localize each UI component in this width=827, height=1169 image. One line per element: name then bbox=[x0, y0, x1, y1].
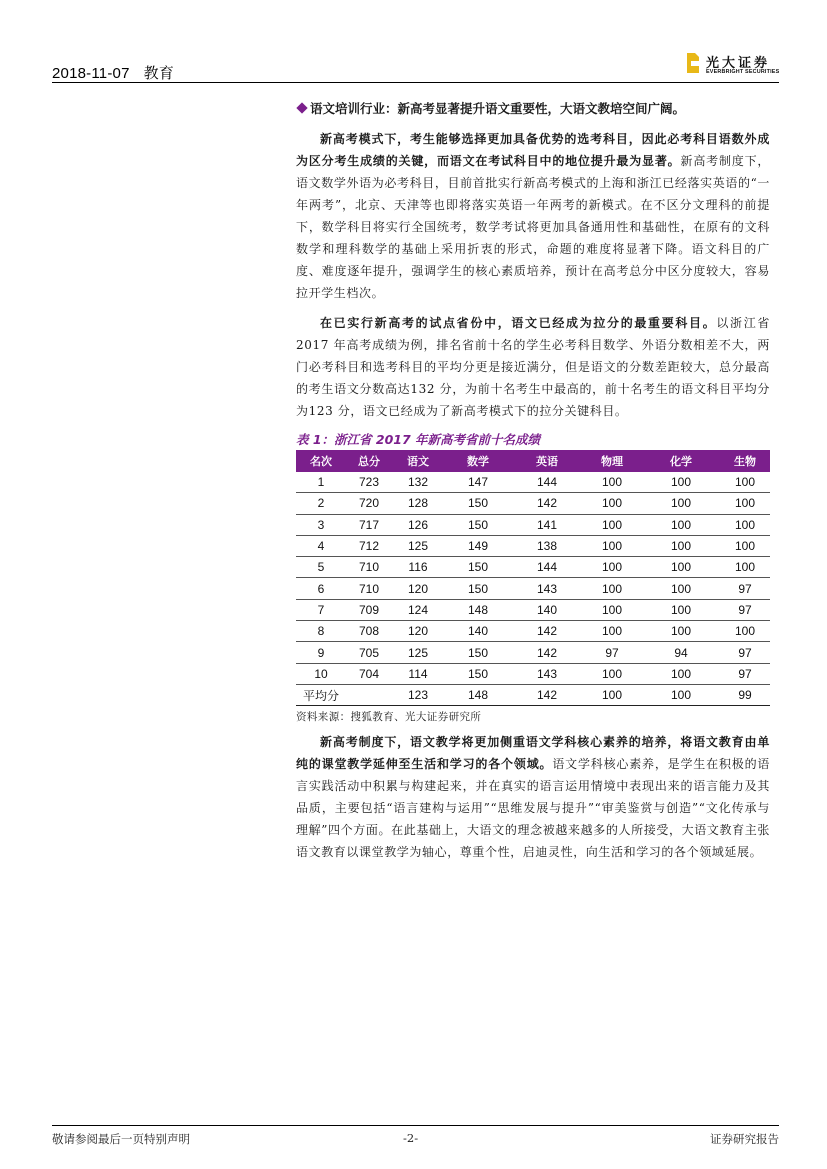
table-header-cell: 数学 bbox=[444, 450, 512, 472]
table-source: 资料来源：搜狐教育、光大证券研究所 bbox=[296, 711, 482, 724]
table-cell: 148 bbox=[444, 684, 512, 705]
table-cell: 平均分 bbox=[296, 684, 346, 705]
logo-en-text: EVERBRIGHT SECURITIES bbox=[706, 69, 780, 75]
table-header-cell: 总分 bbox=[346, 450, 392, 472]
paragraph-3 bbox=[296, 731, 770, 863]
section-heading bbox=[296, 98, 770, 120]
table-cell: 100 bbox=[582, 557, 642, 578]
paragraph-3-text: 语文学科核心素养，是学生在积极的语言实践活动中积累与构建起来，并在真实的语言运用情境中表现出来的语言能力及其品质，主要包括“语言建构与运用”“思维发展与提升”“审美鉴赏与创造”“文化传承与理解”四个方面。在此基础上，大语文的理念被越来越多的人所接受，大语文教育主张语文教育以课堂教学为轴心，尊重个性，启迪灵性，向生活和学习的各个领域延展。 bbox=[296, 757, 770, 860]
table-cell: 100 bbox=[642, 514, 720, 535]
table-cell: 141 bbox=[512, 514, 582, 535]
table-cell: 100 bbox=[582, 535, 642, 556]
paragraph-1-text: 新高考制度下，语文数学外语为必考科目，目前首批实行新高考模式的上海和浙江已经落实英语的“一年两考”，北京、天津等也即将落实英语一年两考的新模式。在不区分文理科的前提下，数学科目将实行全国统考，数学考试将更加具备通用性和基础性，在原有的文科数学和理科数学的基础上采用折衷的形式，命题的难度将显著下降。语文科目的广度、难度逐年提升，强调学生的核心素质培养，预计在高考总分中区分度较大，容易拉开学生档次。 bbox=[296, 154, 770, 300]
table-cell: 712 bbox=[346, 535, 392, 556]
table-cell: 100 bbox=[582, 493, 642, 514]
table-cell: 148 bbox=[444, 599, 512, 620]
table-cell: 126 bbox=[392, 514, 444, 535]
table-cell: 142 bbox=[512, 684, 582, 705]
table-cell: 100 bbox=[720, 557, 770, 578]
table-cell: 8 bbox=[296, 621, 346, 642]
table-cell: 140 bbox=[444, 621, 512, 642]
table-cell: 100 bbox=[642, 599, 720, 620]
table-cell: 114 bbox=[392, 663, 444, 684]
table-cell bbox=[346, 684, 392, 705]
table-cell: 116 bbox=[392, 557, 444, 578]
table-header-cell: 生物 bbox=[720, 450, 770, 472]
table-row bbox=[296, 621, 770, 642]
table-cell: 705 bbox=[346, 642, 392, 663]
table-cell: 6 bbox=[296, 578, 346, 599]
logo-cn-text: 光大证券 bbox=[706, 56, 771, 71]
table-cell: 710 bbox=[346, 557, 392, 578]
table-cell: 150 bbox=[444, 642, 512, 663]
footer-disclaimer: 敬请参阅最后一页特别声明 bbox=[52, 1132, 190, 1146]
table-row bbox=[296, 663, 770, 684]
table-cell: 125 bbox=[392, 642, 444, 663]
table-cell: 149 bbox=[444, 535, 512, 556]
table-cell: 142 bbox=[512, 642, 582, 663]
table-header-cell: 名次 bbox=[296, 450, 346, 472]
table-header-cell: 物理 bbox=[582, 450, 642, 472]
table-cell: 100 bbox=[642, 578, 720, 599]
table-cell: 150 bbox=[444, 493, 512, 514]
table-cell: 9 bbox=[296, 642, 346, 663]
table-cell: 100 bbox=[582, 684, 642, 705]
footer-rule bbox=[52, 1125, 779, 1126]
table-cell: 2 bbox=[296, 493, 346, 514]
table-cell: 142 bbox=[512, 493, 582, 514]
table-row bbox=[296, 642, 770, 663]
table-cell: 150 bbox=[444, 557, 512, 578]
section-heading-text: 语文培训行业：新高考显著提升语文重要性，大语文教培空间广阔。 bbox=[310, 101, 686, 116]
table-cell: 100 bbox=[720, 514, 770, 535]
table-cell: 100 bbox=[720, 621, 770, 642]
table-row bbox=[296, 535, 770, 556]
table-cell: 100 bbox=[582, 514, 642, 535]
table-cell: 100 bbox=[642, 557, 720, 578]
table-cell: 97 bbox=[720, 663, 770, 684]
table-cell: 144 bbox=[512, 472, 582, 493]
table-cell: 128 bbox=[392, 493, 444, 514]
table-row bbox=[296, 578, 770, 599]
table-cell: 7 bbox=[296, 599, 346, 620]
table-cell: 720 bbox=[346, 493, 392, 514]
table-row bbox=[296, 472, 770, 493]
logo-mark-icon bbox=[686, 52, 700, 74]
scores-table bbox=[296, 450, 770, 706]
table-row bbox=[296, 599, 770, 620]
table-cell: 97 bbox=[720, 642, 770, 663]
footer-doc-type: 证券研究报告 bbox=[710, 1132, 779, 1146]
table-cell: 97 bbox=[582, 642, 642, 663]
table-cell: 3 bbox=[296, 514, 346, 535]
table-cell: 717 bbox=[346, 514, 392, 535]
table-cell: 125 bbox=[392, 535, 444, 556]
table-cell: 1 bbox=[296, 472, 346, 493]
table-cell: 100 bbox=[582, 663, 642, 684]
company-logo bbox=[686, 52, 781, 78]
table-cell: 100 bbox=[642, 621, 720, 642]
table-cell: 4 bbox=[296, 535, 346, 556]
table-row bbox=[296, 557, 770, 578]
table-cell: 10 bbox=[296, 663, 346, 684]
table-cell: 100 bbox=[642, 535, 720, 556]
table-cell: 120 bbox=[392, 621, 444, 642]
table-cell: 150 bbox=[444, 663, 512, 684]
table-cell: 100 bbox=[582, 621, 642, 642]
table-cell: 138 bbox=[512, 535, 582, 556]
table-body bbox=[296, 472, 770, 706]
report-date bbox=[52, 62, 174, 83]
table-cell: 709 bbox=[346, 599, 392, 620]
paragraph-1 bbox=[296, 128, 770, 304]
table-cell: 100 bbox=[642, 472, 720, 493]
table-row bbox=[296, 684, 770, 705]
table-cell: 150 bbox=[444, 514, 512, 535]
table-row bbox=[296, 514, 770, 535]
main-content bbox=[296, 98, 770, 863]
table-cell: 140 bbox=[512, 599, 582, 620]
table-header-cell: 英语 bbox=[512, 450, 582, 472]
table-cell: 94 bbox=[642, 642, 720, 663]
report-date-value: 2018-11-07 bbox=[52, 65, 130, 82]
table-cell: 708 bbox=[346, 621, 392, 642]
table-cell: 100 bbox=[720, 472, 770, 493]
table-title: 表 1：浙江省 2017 年新高考省前十名成绩 bbox=[296, 432, 541, 447]
table-cell: 100 bbox=[582, 578, 642, 599]
table-cell: 704 bbox=[346, 663, 392, 684]
table-cell: 100 bbox=[720, 535, 770, 556]
table-cell: 144 bbox=[512, 557, 582, 578]
page-number: -2- bbox=[403, 1131, 419, 1145]
table-cell: 147 bbox=[444, 472, 512, 493]
table-cell: 723 bbox=[346, 472, 392, 493]
table-cell: 100 bbox=[582, 472, 642, 493]
table-cell: 99 bbox=[720, 684, 770, 705]
table-cell: 142 bbox=[512, 621, 582, 642]
table-cell: 710 bbox=[346, 578, 392, 599]
table-row bbox=[296, 493, 770, 514]
paragraph-3-bold: 新高考制度下，语文教学将更加侧重语文学科核心素养的培养，将语文教育由单纯的课堂教学延伸至生活和学习的各个领域。 bbox=[296, 735, 770, 772]
table-cell: 100 bbox=[642, 493, 720, 514]
table-cell: 100 bbox=[642, 663, 720, 684]
table-cell: 120 bbox=[392, 578, 444, 599]
table-header-row bbox=[296, 450, 770, 472]
table-cell: 132 bbox=[392, 472, 444, 493]
table-cell: 100 bbox=[582, 599, 642, 620]
table-cell: 124 bbox=[392, 599, 444, 620]
table-cell: 150 bbox=[444, 578, 512, 599]
table-cell: 143 bbox=[512, 578, 582, 599]
paragraph-1-bold: 新高考模式下，考生能够选择更加具备优势的选考科目，因此必考科目语数外成为区分考生成绩的关键，而语文在考试科目中的地位提升最为显著。 bbox=[296, 132, 770, 168]
table-cell: 5 bbox=[296, 557, 346, 578]
header-rule bbox=[52, 82, 779, 83]
paragraph-2 bbox=[296, 312, 770, 422]
table-cell: 100 bbox=[642, 684, 720, 705]
report-category: 教育 bbox=[143, 65, 175, 82]
paragraph-2-bold: 在已实行新高考的试点省份中，语文已经成为拉分的最重要科目。 bbox=[320, 316, 717, 330]
table-cell: 123 bbox=[392, 684, 444, 705]
table-header-cell: 化学 bbox=[642, 450, 720, 472]
table-cell: 97 bbox=[720, 578, 770, 599]
table-cell: 97 bbox=[720, 599, 770, 620]
table-cell: 100 bbox=[720, 493, 770, 514]
table-cell: 143 bbox=[512, 663, 582, 684]
diamond-bullet-icon bbox=[296, 102, 307, 113]
paragraph-2-text: 以浙江省 2017 年高考成绩为例，排名省前十名的学生必考科目数学、外语分数相差不大，两门必考科目和选考科目的平均分更是接近满分，但是语文的分数差距较大，总分最高的考生语文分数高达132 分，为前十名考生中最高的，前十名考生的语文科目平均分为123 分，语文已经成为了新高考模式下的拉分关键科目。 bbox=[296, 316, 770, 418]
table-header-cell: 语文 bbox=[392, 450, 444, 472]
